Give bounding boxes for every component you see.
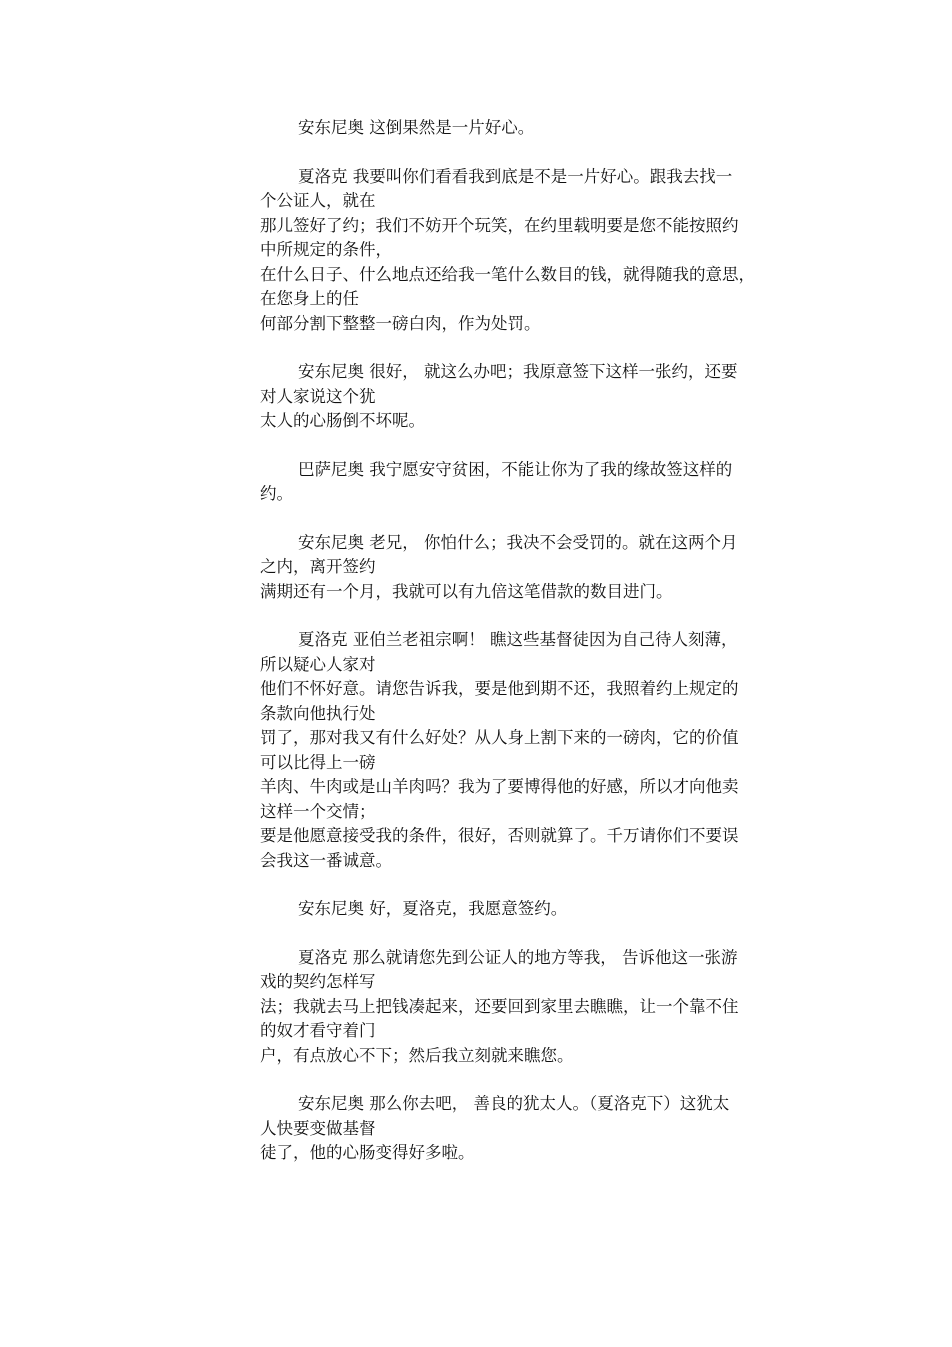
text-line: 对人家说这个犹	[260, 386, 376, 406]
text-line: 中所规定的条件，	[260, 240, 392, 259]
text-line: 他们不怀好意。请您告诉我，要是他到期不还，我照着约上规定的	[260, 679, 739, 698]
speech-antonio-2	[260, 360, 812, 434]
text-line: 所以疑心人家对	[260, 654, 376, 674]
text-line: 安东尼奥 好，夏洛克，我愿意签约。	[298, 899, 568, 918]
text-line: 安东尼奥 那么你去吧， 善良的犹太人。（夏洛克下）这犹太	[298, 1094, 730, 1113]
text-line: 羊肉、牛肉或是山羊肉吗？我为了要博得他的好感，所以才向他卖	[260, 777, 739, 796]
text-line: 之内，离开签约	[260, 557, 376, 576]
text-line: 会我这一番诚意。	[260, 850, 392, 870]
text-line: 的奴才看守着门	[260, 1021, 376, 1040]
text-line: 戏的契约怎样写	[260, 972, 376, 991]
speech-antonio-4	[260, 897, 812, 922]
speech-shylock-2	[260, 628, 812, 873]
text-line: 巴萨尼奥 我宁愿安守贫困，不能让你为了我的缘故签这样的	[298, 459, 733, 479]
text-line: 在您身上的任	[260, 289, 359, 308]
text-line: 在什么日子、什么地点还给我一笔什么数目的钱，就得随我的意思，	[260, 264, 755, 284]
script-text	[260, 116, 812, 1190]
speech-antonio-3	[260, 531, 812, 605]
speech-shylock-1	[260, 165, 812, 337]
speech-antonio-5	[260, 1092, 812, 1166]
text-line: 要是他愿意接受我的条件，很好，否则就算了。千万请你们不要误	[260, 826, 739, 845]
text-line: 何部分割下整整一磅白肉，作为处罚。	[260, 313, 541, 333]
text-line: 夏洛克 亚伯兰老祖宗啊！ 瞧这些基督徒因为自己待人刻薄，	[298, 630, 738, 649]
text-line: 法；我就去马上把钱凑起来，还要回到家里去瞧瞧，让一个靠不住	[260, 996, 739, 1016]
text-line: 安东尼奥 很好， 就这么办吧；我原意签下这样一张约，还要	[298, 362, 738, 381]
speech-bassanio-1	[260, 458, 812, 507]
text-line: 那儿签好了约；我们不妨开个玩笑，在约里载明要是您不能按照约	[260, 215, 739, 235]
text-line: 可以比得上一磅	[260, 752, 376, 772]
text-line: 户，有点放心不下；然后我立刻就来瞧您。	[260, 1045, 574, 1065]
text-line: 安东尼奥 老兄， 你怕什么；我决不会受罚的。就在这两个月	[298, 532, 738, 552]
text-line: 约。	[260, 484, 293, 503]
text-line: 夏洛克 那么就请您先到公证人的地方等我， 告诉他这一张游	[298, 947, 738, 967]
text-line: 满期还有一个月，我就可以有九倍这笔借款的数目进门。	[260, 581, 673, 601]
text-line: 罚了，那对我又有什么好处？从人身上割下来的一磅肉，它的价值	[260, 728, 739, 747]
text-line: 个公证人，就在	[260, 191, 376, 210]
text-line: 人快要变做基督	[260, 1118, 376, 1138]
text-line: 条款向他执行处	[260, 703, 376, 723]
text-line: 徒了，他的心肠变得好多啦。	[260, 1143, 475, 1162]
speech-shylock-3	[260, 946, 812, 1069]
text-line: 安东尼奥 这倒果然是一片好心。	[298, 118, 535, 137]
speech-antonio-1	[260, 116, 812, 141]
text-line: 夏洛克 我要叫你们看看我到底是不是一片好心。跟我去找一	[298, 166, 733, 186]
text-line: 太人的心肠倒不坏呢。	[260, 411, 425, 430]
text-line: 这样一个交情；	[260, 801, 376, 821]
